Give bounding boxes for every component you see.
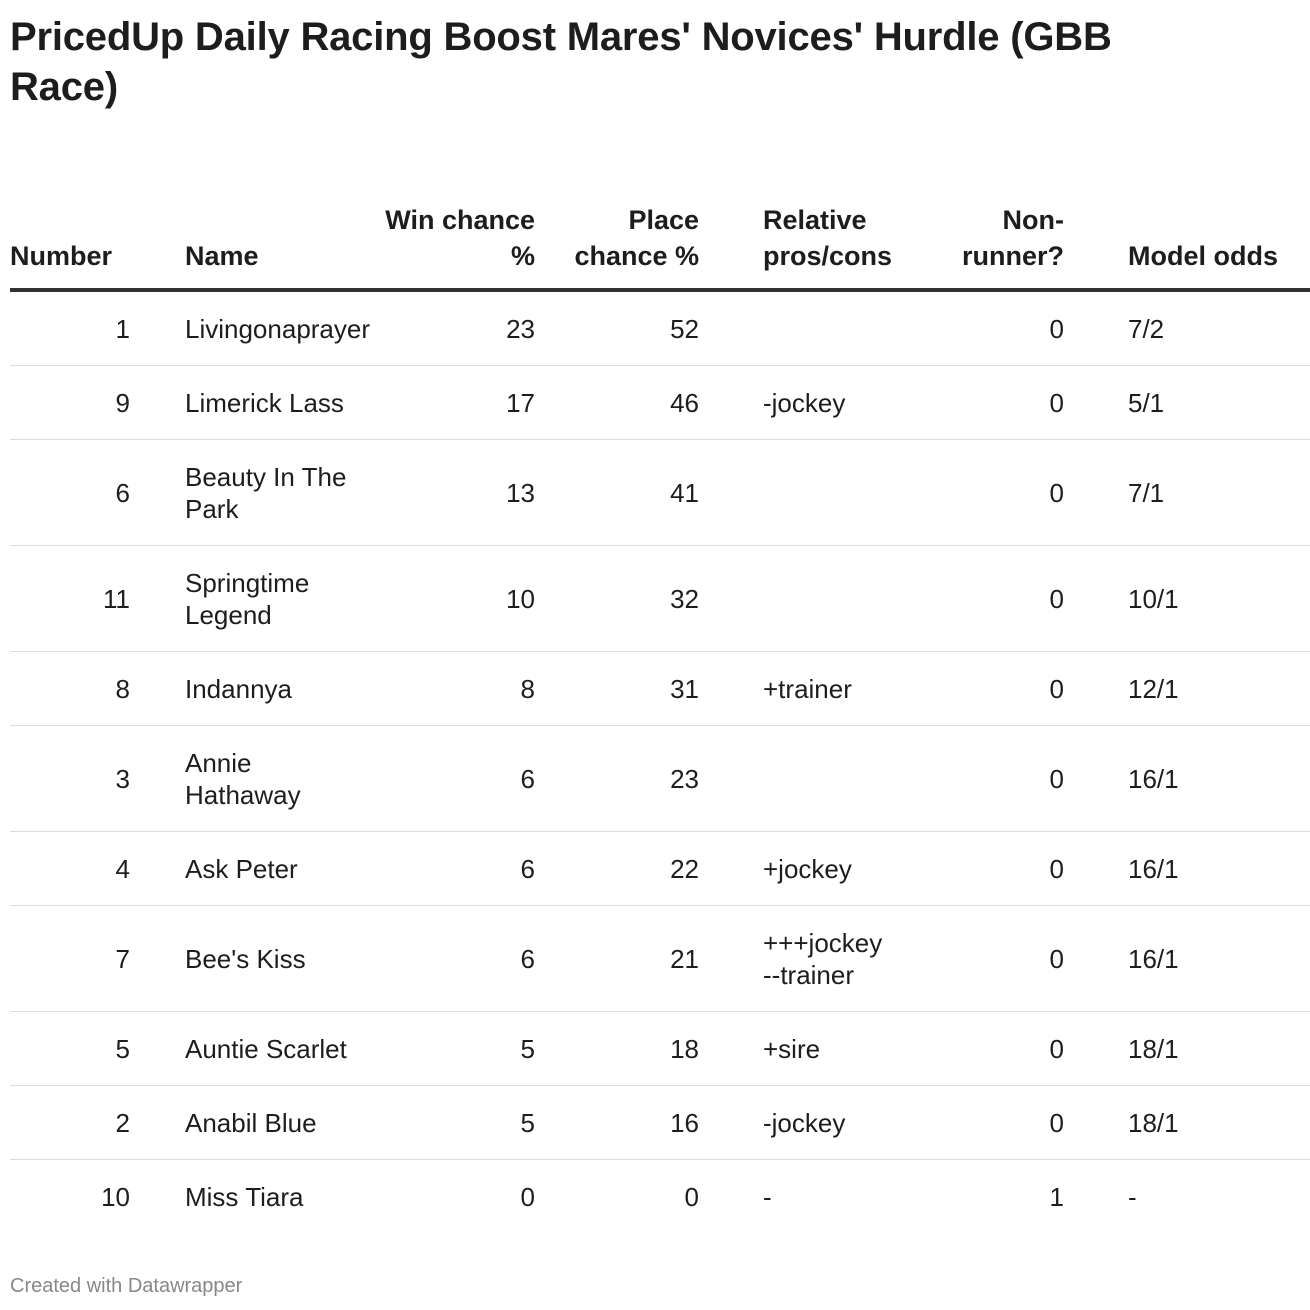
cell-name: Anabil Blue bbox=[142, 1086, 375, 1160]
column-header-name[interactable]: Name bbox=[142, 162, 375, 290]
table-row bbox=[10, 440, 1310, 546]
cell-place-chance: 32 bbox=[545, 546, 709, 652]
table-row bbox=[10, 652, 1310, 726]
header-row bbox=[10, 162, 1310, 290]
table-row bbox=[10, 1160, 1310, 1234]
cell-win-chance: 6 bbox=[375, 832, 545, 906]
table-row bbox=[10, 1012, 1310, 1086]
cell-number: 6 bbox=[10, 440, 142, 546]
cell-model-odds: 16/1 bbox=[1082, 832, 1310, 906]
cell-relative-pros-cons: +jockey bbox=[709, 832, 933, 906]
column-header-number[interactable]: Number bbox=[10, 162, 142, 290]
cell-model-odds: 5/1 bbox=[1082, 366, 1310, 440]
cell-model-odds: 7/2 bbox=[1082, 290, 1310, 366]
column-header-non-runner[interactable]: Non-runner? bbox=[933, 162, 1082, 290]
cell-place-chance: 18 bbox=[545, 1012, 709, 1086]
cell-non-runner: 0 bbox=[933, 290, 1082, 366]
cell-place-chance: 16 bbox=[545, 1086, 709, 1160]
cell-number: 8 bbox=[10, 652, 142, 726]
cell-place-chance: 21 bbox=[545, 906, 709, 1012]
cell-non-runner: 0 bbox=[933, 726, 1082, 832]
cell-relative-pros-cons bbox=[709, 546, 933, 652]
table-container bbox=[10, 0, 1278, 1260]
cell-win-chance: 0 bbox=[520, 1181, 535, 1212]
cell-win-chance: 5 bbox=[375, 1086, 545, 1160]
cell-number: 9 bbox=[10, 366, 142, 440]
cell-number: 7 bbox=[10, 906, 142, 1012]
cell-number: 10 bbox=[101, 1181, 130, 1212]
table-row bbox=[10, 832, 1310, 906]
table-row bbox=[10, 290, 1310, 366]
cell-win-chance: 6 bbox=[375, 726, 545, 832]
cell-win-chance: 10 bbox=[375, 546, 545, 652]
cell-place-chance: 52 bbox=[545, 290, 709, 366]
cell-number: 5 bbox=[10, 1012, 142, 1086]
cell-name: Miss Tiara bbox=[185, 1181, 304, 1212]
cell-number: 11 bbox=[10, 546, 142, 652]
cell-name: Beauty In The Park bbox=[142, 440, 375, 546]
cell-relative-pros-cons bbox=[709, 440, 933, 546]
cell-name: Springtime Legend bbox=[142, 546, 375, 652]
cell-non-runner: 0 bbox=[933, 440, 1082, 546]
cell-model-odds: 16/1 bbox=[1082, 726, 1310, 832]
column-header-model-odds[interactable]: Model odds bbox=[1082, 162, 1310, 290]
cell-place-chance: 22 bbox=[545, 832, 709, 906]
cell-relative-pros-cons: - bbox=[763, 1181, 772, 1212]
table-row bbox=[10, 546, 1310, 652]
cell-place-chance: 0 bbox=[684, 1181, 699, 1212]
cell-win-chance: 8 bbox=[375, 652, 545, 726]
cell-relative-pros-cons: +trainer bbox=[709, 652, 933, 726]
column-header-place-chance[interactable]: Place chance % bbox=[545, 162, 709, 290]
cell-place-chance: 23 bbox=[545, 726, 709, 832]
cell-model-odds: 18/1 bbox=[1082, 1012, 1310, 1086]
cell-win-chance: 6 bbox=[375, 906, 545, 1012]
data-table bbox=[10, 162, 1310, 1233]
cell-relative-pros-cons bbox=[709, 726, 933, 832]
cell-name: Indannya bbox=[142, 652, 375, 726]
cell-name: Bee's Kiss bbox=[142, 906, 375, 1012]
cell-place-chance: 41 bbox=[545, 440, 709, 546]
cell-non-runner: 1 bbox=[1049, 1181, 1064, 1212]
cell-number: 3 bbox=[10, 726, 142, 832]
cell-non-runner: 0 bbox=[933, 1086, 1082, 1160]
cell-win-chance: 23 bbox=[375, 290, 545, 366]
cell-place-chance: 46 bbox=[545, 366, 709, 440]
cell-number: 1 bbox=[10, 290, 142, 366]
cell-name: Annie Hathaway bbox=[142, 726, 375, 832]
cell-non-runner: 0 bbox=[933, 366, 1082, 440]
chart-title: PricedUp Daily Racing Boost Mares' Novices' Hurdle (GBB Race) bbox=[10, 15, 1112, 109]
cell-number: 2 bbox=[10, 1086, 142, 1160]
table-row bbox=[10, 726, 1310, 832]
cell-non-runner: 0 bbox=[933, 906, 1082, 1012]
cell-name: Auntie Scarlet bbox=[142, 1012, 375, 1086]
cell-name: Livingonaprayer bbox=[142, 290, 375, 366]
table-row bbox=[10, 906, 1310, 1012]
table-row bbox=[10, 366, 1310, 440]
cell-model-odds: - bbox=[1128, 1181, 1137, 1212]
cell-relative-pros-cons: +sire bbox=[709, 1012, 933, 1086]
cell-win-chance: 17 bbox=[375, 366, 545, 440]
footer-credit: Created with Datawrapper bbox=[10, 1275, 243, 1297]
cell-model-odds: 7/1 bbox=[1082, 440, 1310, 546]
cell-non-runner: 0 bbox=[933, 832, 1082, 906]
cell-relative-pros-cons: +++jockey --trainer bbox=[709, 906, 933, 1012]
cell-model-odds: 16/1 bbox=[1082, 906, 1310, 1012]
cell-relative-pros-cons: -jockey bbox=[709, 1086, 933, 1160]
cell-number: 4 bbox=[10, 832, 142, 906]
cell-name: Limerick Lass bbox=[142, 366, 375, 440]
column-header-win-chance[interactable]: Win chance % bbox=[375, 162, 545, 290]
table-body bbox=[10, 290, 1310, 1233]
cell-relative-pros-cons bbox=[709, 290, 933, 366]
cell-non-runner: 0 bbox=[933, 652, 1082, 726]
cell-model-odds: 10/1 bbox=[1082, 546, 1310, 652]
cell-non-runner: 0 bbox=[933, 1012, 1082, 1086]
table-row bbox=[10, 1086, 1310, 1160]
cell-relative-pros-cons: -jockey bbox=[709, 366, 933, 440]
cell-place-chance: 31 bbox=[545, 652, 709, 726]
cell-model-odds: 18/1 bbox=[1082, 1086, 1310, 1160]
cell-win-chance: 13 bbox=[375, 440, 545, 546]
cell-win-chance: 5 bbox=[375, 1012, 545, 1086]
cell-name: Ask Peter bbox=[142, 832, 375, 906]
cell-non-runner: 0 bbox=[933, 546, 1082, 652]
column-header-relative-pros-cons[interactable]: Relative pros/cons bbox=[709, 162, 933, 290]
cell-model-odds: 12/1 bbox=[1082, 652, 1310, 726]
